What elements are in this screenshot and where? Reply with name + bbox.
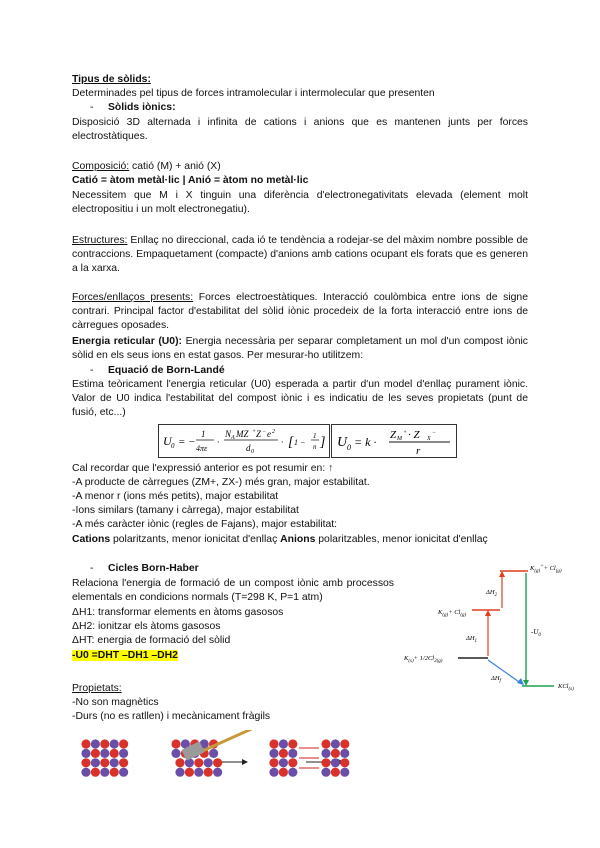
ion-sphere	[340, 749, 349, 758]
ionic-lattice-fractured	[269, 739, 349, 776]
label-dhf: $\Delta H_f$	[491, 675, 501, 684]
ion-sphere	[110, 768, 119, 777]
ion-sphere	[213, 758, 222, 767]
formula-eq: =	[178, 436, 186, 448]
structures-paragraph	[72, 234, 528, 276]
formula2-sub-x: X	[427, 436, 431, 442]
property-2: -Durs (no es ratllen) i mecànicament fràgils	[72, 711, 271, 722]
formula-bracket: 1 −	[294, 438, 306, 447]
ion-sphere	[288, 768, 297, 777]
ion-sphere	[185, 768, 194, 777]
forces-paragraph	[72, 291, 528, 333]
label-dh2: $\Delta H_2$	[486, 589, 498, 598]
u0-equation-highlight: -U0 =DHT –DH1 –DH2	[72, 650, 178, 661]
ion-sphere	[81, 739, 90, 748]
ion-sphere	[269, 768, 278, 777]
ion-sphere	[171, 749, 180, 758]
ionic-description: Disposició 3D alternada i infinita de cations i anions que es mantenen junts per forces electrostàtiques.	[72, 117, 528, 142]
ion-sphere	[119, 768, 128, 777]
ion-sphere	[119, 749, 128, 758]
born-lande-title: Equació de Born-Landé	[108, 365, 225, 376]
simplified-formula-svg	[332, 425, 456, 457]
formula-minus-sup: −	[262, 429, 267, 435]
formula-u0-sub: 0	[171, 442, 175, 450]
ion-sphere	[194, 758, 203, 767]
recall-text: Cal recordar que l'expressió anterior es pot resumir en: ↑	[72, 463, 334, 474]
ion-sphere	[288, 739, 297, 748]
label-mid: $K_{(g)}+ Cl_{(g)}$	[438, 609, 467, 618]
electronegativity-text: Necessitem que M i X tinguin una diferència d'electronegativitats elevada (element molt electropositiu i un molt electronegatiu).	[72, 190, 528, 215]
formula2-sup-plus: +	[403, 430, 408, 436]
cations-label: Cations	[72, 534, 111, 545]
structures-label: Estructures:	[72, 235, 128, 246]
formula-n: n	[313, 443, 317, 451]
born-lande-text: Estima teòricament l'energia reticular (U0) esperada a partir d'un model d'enllaç purament iònic. Valor de U0 indica l'estabilitat del compost iònic i es indicatiu de les seves propietats (punt de fusió, etc...)	[72, 379, 528, 418]
ion-sphere	[209, 749, 218, 758]
dh1-text: ΔH1: transformar elements en àtoms gasosos	[72, 607, 284, 618]
ion-sphere	[204, 758, 213, 767]
forces-text: Forces electroestàtiques. Interacció coulòmbica entre ions de signe contrari. Principal factor d'estabilitat del sòlid iònic procedeix de la forta interacció entre ions de càrregues oposades.	[72, 292, 528, 331]
formula-d: d	[246, 443, 251, 453]
ion-sphere	[288, 758, 297, 767]
bullet-dash: -	[90, 563, 94, 574]
formula-plus-sup: +	[252, 429, 257, 435]
formula-mz: MZ	[236, 429, 249, 439]
ion-sphere	[119, 758, 128, 767]
svg-text:[: [	[288, 435, 294, 450]
ion-sphere	[110, 749, 119, 758]
ion-sphere	[279, 739, 288, 748]
formula-dot-1: ·	[217, 437, 220, 447]
ion-sphere	[340, 739, 349, 748]
ion-sphere	[171, 739, 180, 748]
ion-sphere	[100, 768, 109, 777]
bullet-dash: -	[90, 365, 94, 376]
ion-sphere	[91, 768, 100, 777]
formula-one-b: 1	[313, 432, 317, 440]
dht-text: ΔHT: energia de formació del sòlid	[72, 635, 231, 646]
formula2-eq: = k ·	[354, 435, 377, 449]
born-haber-title: Cicles Born-Haber	[108, 563, 199, 574]
ion-sphere	[91, 758, 100, 767]
stability-item-1: -A producte de càrregues (ZM+, ZX-) més gran, major estabilitat.	[72, 477, 370, 488]
section-heading: Tipus de sòlids:	[72, 74, 151, 85]
composition-line	[72, 160, 528, 174]
formula-minus: −	[188, 436, 196, 448]
ion-sphere	[100, 749, 109, 758]
cation-anion-line: Catió = àtom metàl·lic | Anió = àtom no metàl·lic	[72, 175, 309, 186]
ion-sphere	[269, 758, 278, 767]
formula-u0: U	[163, 434, 172, 448]
label-u0: $-U_0$	[531, 628, 541, 638]
label-dh1: $\Delta H_1$	[466, 635, 478, 644]
formula-d-sub: 0	[251, 449, 254, 455]
structures-text: Enllaç no direccional, cada ió te tendència a rodejar-se del màxim nombre possible de contraccions. Empaquetament (compacte) d'anions amb cations ocupant els forats que es generen a la xarxa.	[72, 235, 528, 274]
ion-sphere	[340, 768, 349, 777]
ion-sphere	[279, 768, 288, 777]
fajans-mid: polaritzants, menor ionicitat d'enllaç	[110, 534, 281, 545]
formula-two: 2	[272, 429, 275, 435]
fajans-end: polaritzables, menor ionicitat d'enllaç	[315, 534, 488, 545]
ion-sphere	[119, 739, 128, 748]
ion-sphere	[110, 739, 119, 748]
ion-sphere	[110, 758, 119, 767]
ion-sphere	[100, 758, 109, 767]
formula-dot-2: ·	[281, 437, 284, 447]
ion-sphere	[321, 749, 330, 758]
ion-sphere	[194, 768, 203, 777]
ion-sphere	[81, 749, 90, 758]
formula2-sup-minus: −	[432, 430, 437, 436]
formula-four-pi: 4πε	[196, 444, 208, 453]
simplified-formula	[331, 424, 457, 458]
formula-na: N	[225, 429, 232, 439]
born-haber-diagram	[398, 562, 588, 702]
formula-z2: Z	[256, 429, 262, 439]
intro-text: Determinades pel tipus de forces intramolecular i intermolecular que presenten	[72, 88, 435, 99]
label-low: $K_{(s)}+ 1/2Cl_{2(g)}$	[404, 655, 443, 664]
dh2-text: ΔH2: ionitzar els àtoms gasosos	[72, 621, 221, 632]
stability-item-3: -Ions similars (tamany i càrrega), major estabilitat	[72, 505, 299, 516]
ion-sphere	[81, 758, 90, 767]
label-bottom: KCl$_{(s)}$	[558, 683, 574, 692]
born-lande-formula-svg	[159, 425, 329, 457]
ion-sphere	[100, 739, 109, 748]
properties-heading: Propietats:	[72, 683, 122, 694]
born-haber-text: Relaciona l'energia de formació de un compost iònic amb processos elementals en condicions normals (T=298 K, P=1 atm)	[72, 578, 394, 603]
ion-sphere	[321, 758, 330, 767]
ion-sphere	[175, 758, 184, 767]
lattice-energy-text: Energia necessària per separar completament un mol d'un compost iònic sòlid en els seus ions en estat gasos. Per mesurar-ho utilitzem:	[72, 336, 528, 361]
stability-item-2: -A menor r (ions més petits), major estabilitat	[72, 491, 279, 502]
formula-e: e	[267, 429, 271, 439]
anions-label: Anions	[280, 534, 316, 545]
lattice-energy-label: Energia reticular (U0):	[72, 336, 183, 347]
formula2-r: r	[416, 445, 421, 457]
ion-sphere	[321, 739, 330, 748]
composition-text: catió (M) + anió (X)	[129, 161, 221, 172]
ion-sphere	[91, 749, 100, 758]
ionic-lattice-intact	[81, 739, 128, 776]
formula-one: 1	[201, 429, 206, 439]
ion-sphere	[331, 768, 340, 777]
stability-item-4: -A més caràcter iònic (regles de Fajans), major estabilitat:	[72, 519, 338, 530]
ion-sphere	[91, 739, 100, 748]
ion-sphere	[175, 768, 184, 777]
property-1: -No son magnètics	[72, 697, 159, 708]
formula2-u0: U	[337, 435, 348, 450]
lattice-energy-paragraph	[72, 335, 528, 363]
ion-sphere	[269, 739, 278, 748]
ion-sphere	[288, 749, 297, 758]
ion-sphere	[204, 768, 213, 777]
formula-na-sub: A	[231, 435, 235, 441]
formula2-u0-sub: 0	[347, 443, 351, 452]
hammer-icon	[181, 730, 258, 761]
ion-sphere	[321, 768, 330, 777]
formula2-times-z: · Z	[408, 429, 420, 441]
lattice-fracture-illustration	[80, 730, 370, 790]
formula2-z: Z	[390, 429, 397, 441]
ion-sphere	[81, 768, 90, 777]
ion-sphere	[213, 768, 222, 777]
composition-label: Composició:	[72, 161, 130, 172]
forces-label: Forces/enllaços presents:	[72, 292, 194, 303]
ion-sphere	[331, 739, 340, 748]
svg-text:]: ]	[320, 435, 326, 450]
formula2-sub-m: M	[397, 436, 402, 442]
fajans-line	[72, 533, 528, 547]
ion-sphere	[340, 758, 349, 767]
ion-sphere	[269, 749, 278, 758]
ion-sphere	[331, 758, 340, 767]
ion-sphere	[331, 749, 340, 758]
ion-sphere	[279, 758, 288, 767]
ion-sphere	[279, 749, 288, 758]
ionic-title: Sòlids iònics:	[108, 102, 176, 113]
label-top: $K_{(g)}^++ Cl_{(g)}$	[530, 564, 562, 574]
bullet-dash: -	[90, 102, 94, 113]
born-lande-formula	[158, 424, 330, 458]
ion-sphere	[185, 758, 194, 767]
